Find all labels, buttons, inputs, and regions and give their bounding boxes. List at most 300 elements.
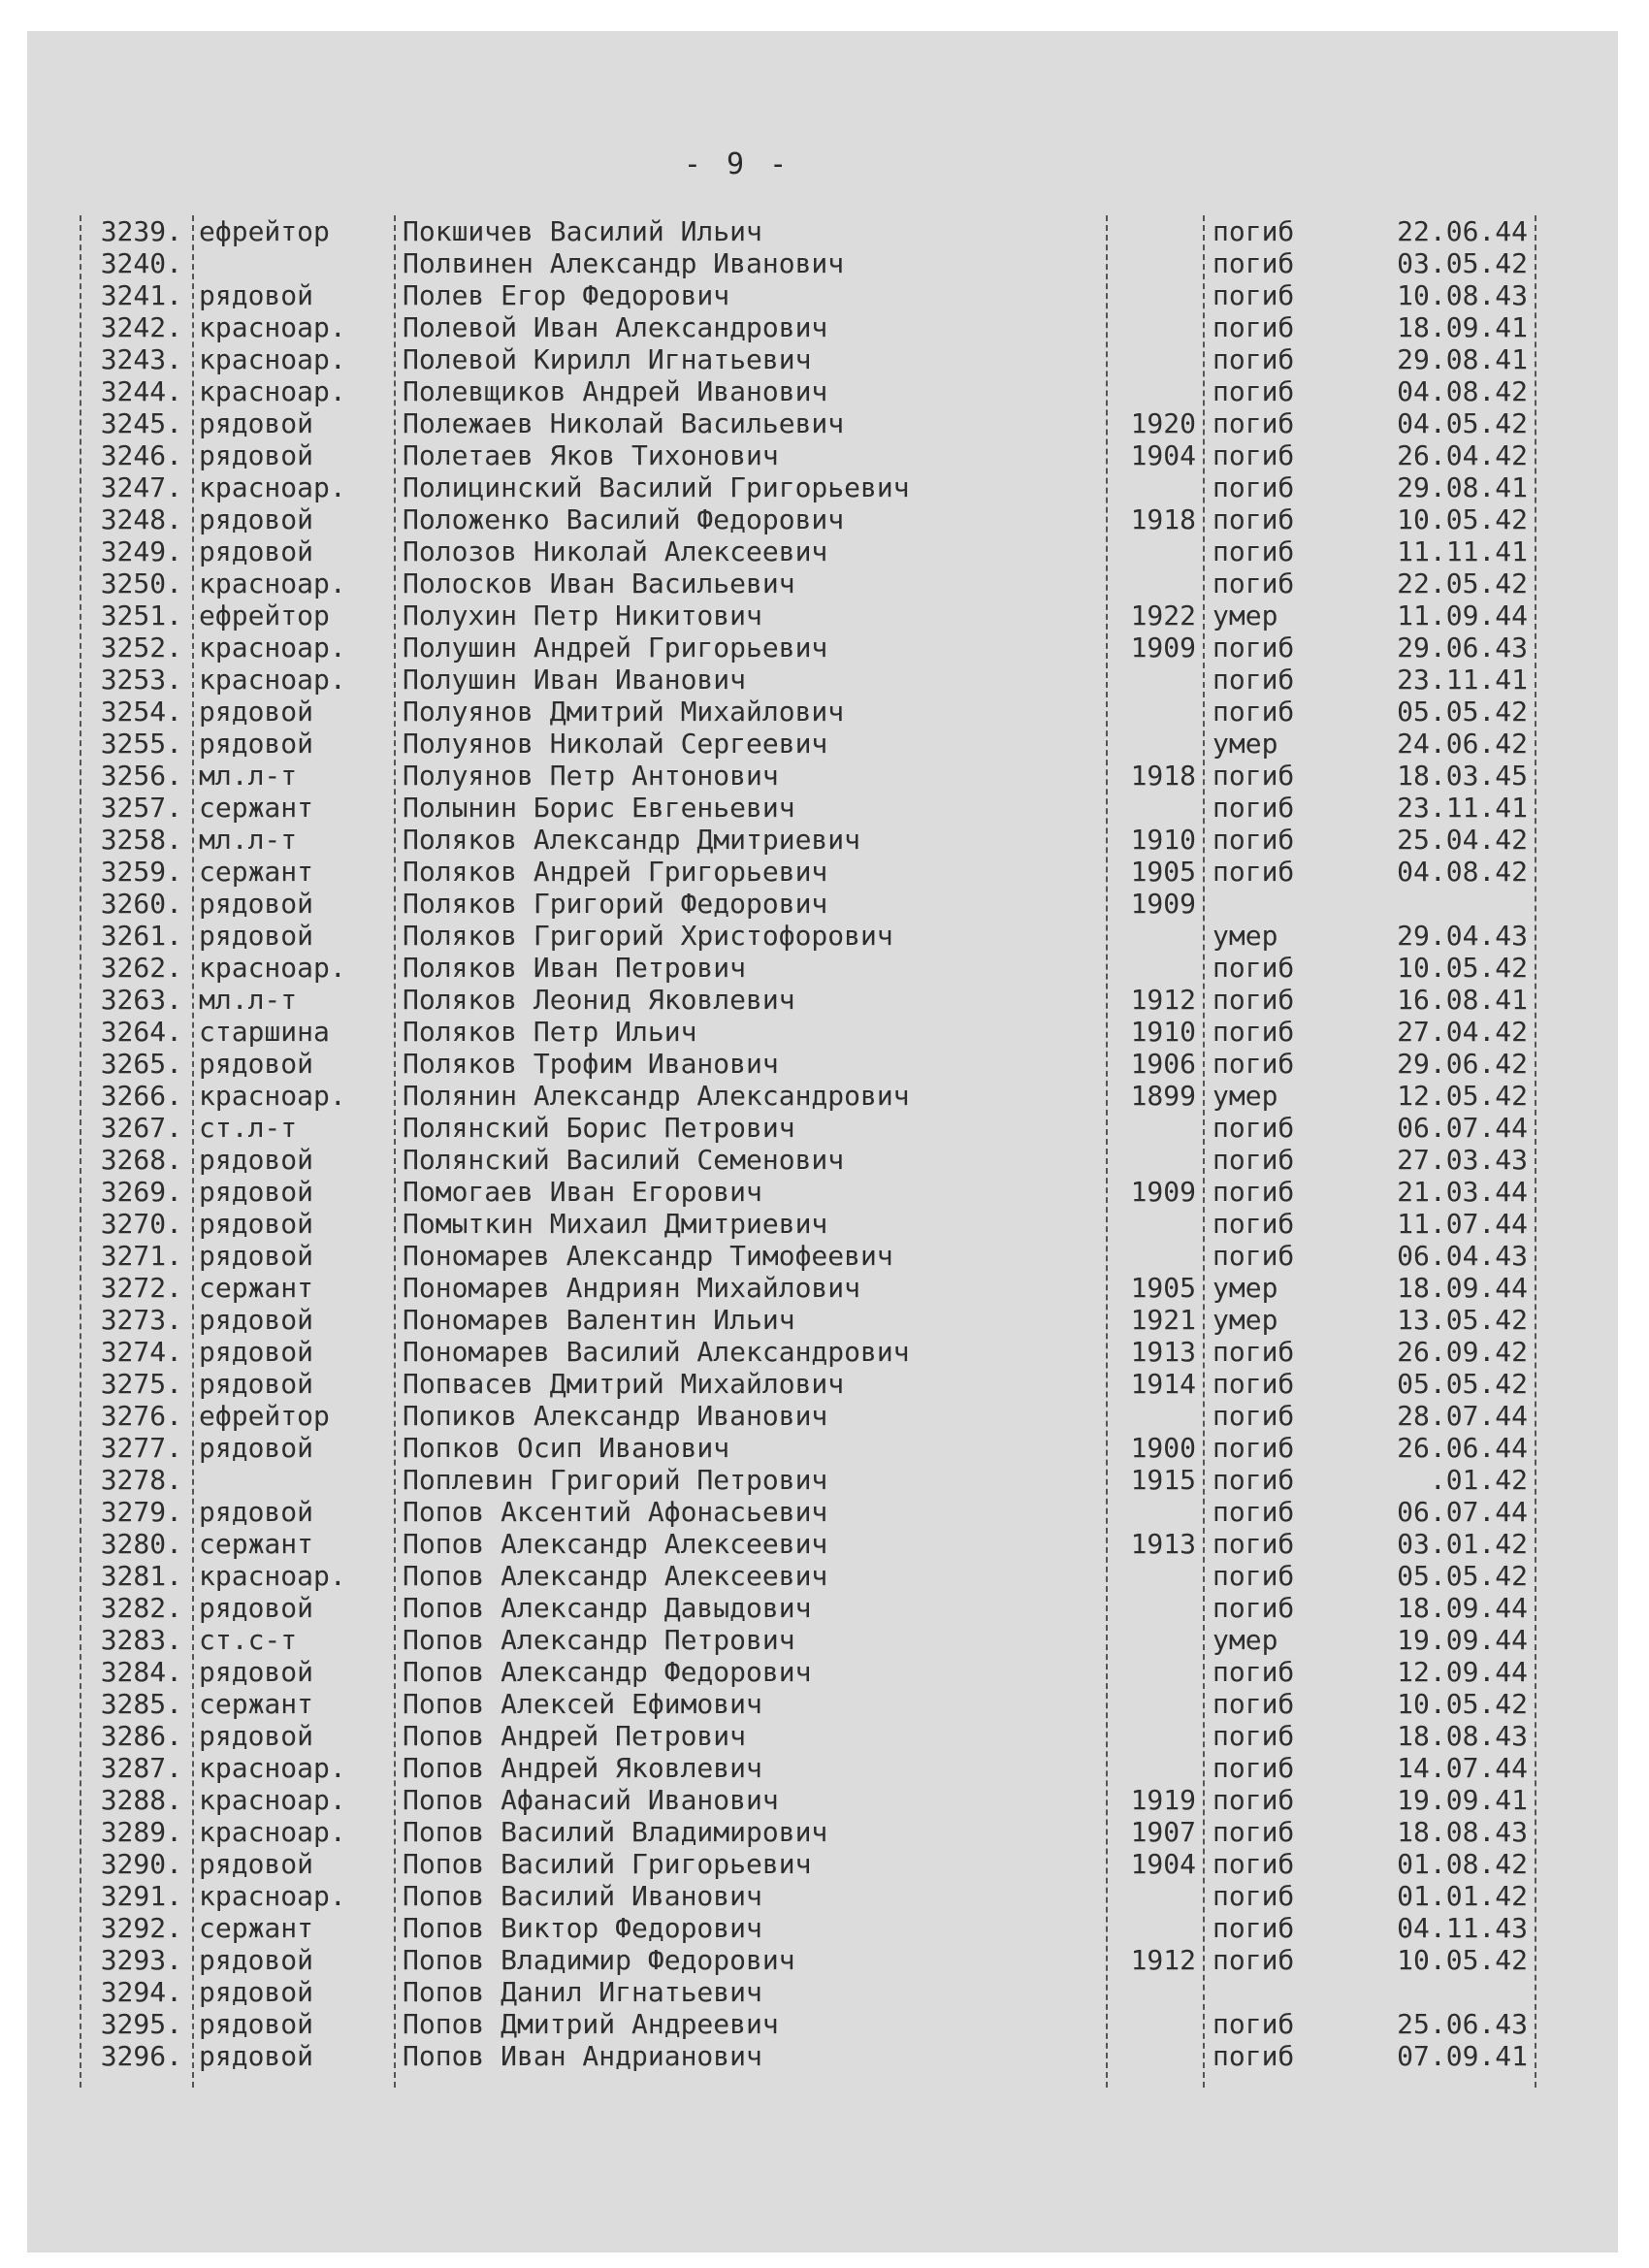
record-number: 3260. bbox=[100, 888, 182, 920]
record-status: погиб bbox=[1212, 760, 1295, 792]
record-date: 01.08.42 bbox=[1397, 1848, 1528, 1880]
record-status: погиб bbox=[1212, 215, 1295, 247]
record-status: погиб bbox=[1212, 632, 1295, 664]
record-number: 3246. bbox=[100, 439, 182, 471]
record-name: Попиков Александр Иванович bbox=[403, 1400, 828, 1432]
record-rank: красноар. bbox=[199, 1752, 346, 1784]
record-status: умер bbox=[1212, 920, 1278, 952]
record-status: погиб bbox=[1212, 792, 1295, 824]
record-rank: рядовой bbox=[199, 2008, 314, 2040]
record-rank: рядовой bbox=[199, 1944, 314, 1976]
record-number: 3245. bbox=[100, 407, 182, 439]
record-birth-year: 1906 bbox=[1130, 1048, 1196, 1080]
record-date: 22.05.42 bbox=[1397, 567, 1528, 599]
record-date: 29.08.41 bbox=[1397, 471, 1528, 503]
table-row bbox=[0, 1912, 1649, 1944]
table-row bbox=[0, 247, 1649, 279]
record-status: погиб bbox=[1212, 952, 1295, 984]
record-name: Полухин Петр Никитович bbox=[403, 599, 762, 632]
table-row bbox=[0, 471, 1649, 503]
record-status: погиб bbox=[1212, 535, 1295, 567]
record-date: 01.01.42 bbox=[1397, 1880, 1528, 1912]
record-number: 3253. bbox=[100, 664, 182, 696]
record-date: 12.05.42 bbox=[1397, 1080, 1528, 1112]
record-name: Попов Василий Владимирович bbox=[403, 1816, 828, 1848]
table-row bbox=[0, 984, 1649, 1016]
record-date: 22.06.44 bbox=[1397, 215, 1528, 247]
table-row bbox=[0, 343, 1649, 375]
record-status: погиб bbox=[1212, 1336, 1295, 1368]
record-name: Полевщиков Андрей Иванович bbox=[403, 375, 828, 407]
record-number: 3272. bbox=[100, 1272, 182, 1304]
record-rank: рядовой bbox=[199, 1336, 314, 1368]
record-number: 3296. bbox=[100, 2040, 182, 2072]
table-row bbox=[0, 1176, 1649, 1208]
record-number: 3278. bbox=[100, 1464, 182, 1496]
record-birth-year: 1910 bbox=[1130, 824, 1196, 856]
record-rank: красноар. bbox=[199, 1816, 346, 1848]
table-row bbox=[0, 1624, 1649, 1656]
record-date: 18.03.45 bbox=[1397, 760, 1528, 792]
record-rank: мл.л-т bbox=[199, 824, 298, 856]
record-date: 26.04.42 bbox=[1397, 439, 1528, 471]
record-name: Поляков Григорий Федорович bbox=[403, 888, 828, 920]
table-row bbox=[0, 567, 1649, 599]
record-status: умер bbox=[1212, 1624, 1278, 1656]
record-status: умер bbox=[1212, 728, 1278, 760]
record-rank: красноар. bbox=[199, 1560, 346, 1592]
record-rank: мл.л-т bbox=[199, 760, 298, 792]
table-row bbox=[0, 1432, 1649, 1464]
record-rank: рядовой bbox=[199, 439, 314, 471]
record-name: Попвасев Дмитрий Михайлович bbox=[403, 1368, 845, 1400]
record-status: погиб bbox=[1212, 1720, 1295, 1752]
record-status: погиб bbox=[1212, 1176, 1295, 1208]
record-status: погиб bbox=[1212, 696, 1295, 728]
record-name: Поплевин Григорий Петрович bbox=[403, 1464, 828, 1496]
table-row bbox=[0, 1592, 1649, 1624]
record-name: Полянский Василий Семенович bbox=[403, 1144, 845, 1176]
record-number: 3247. bbox=[100, 471, 182, 503]
record-name: Полынин Борис Евгеньевич bbox=[403, 792, 795, 824]
record-date: 03.05.42 bbox=[1397, 247, 1528, 279]
record-rank: красноар. bbox=[199, 632, 346, 664]
record-birth-year: 1913 bbox=[1130, 1528, 1196, 1560]
record-number: 3259. bbox=[100, 856, 182, 888]
record-birth-year: 1907 bbox=[1130, 1816, 1196, 1848]
table-row bbox=[0, 407, 1649, 439]
record-rank: красноар. bbox=[199, 567, 346, 599]
record-number: 3276. bbox=[100, 1400, 182, 1432]
record-status: погиб bbox=[1212, 343, 1295, 375]
record-name: Попов Александр Алексеевич bbox=[403, 1560, 828, 1592]
table-row bbox=[0, 856, 1649, 888]
record-rank: красноар. bbox=[199, 1080, 346, 1112]
record-rank: рядовой bbox=[199, 279, 314, 311]
record-number: 3283. bbox=[100, 1624, 182, 1656]
record-rank: красноар. bbox=[199, 471, 346, 503]
record-date: 04.08.42 bbox=[1397, 375, 1528, 407]
record-date: 29.08.41 bbox=[1397, 343, 1528, 375]
record-status: погиб bbox=[1212, 1848, 1295, 1880]
record-date: 07.09.41 bbox=[1397, 2040, 1528, 2072]
record-birth-year: 1918 bbox=[1130, 760, 1196, 792]
record-status: умер bbox=[1212, 1304, 1278, 1336]
record-status: погиб bbox=[1212, 247, 1295, 279]
record-rank: ефрейтор bbox=[199, 1400, 330, 1432]
record-birth-year: 1909 bbox=[1130, 632, 1196, 664]
record-date: 05.05.42 bbox=[1397, 1368, 1528, 1400]
table-row bbox=[0, 824, 1649, 856]
record-status: погиб bbox=[1212, 1784, 1295, 1816]
record-rank: красноар. bbox=[199, 952, 346, 984]
record-date: 10.08.43 bbox=[1397, 279, 1528, 311]
record-number: 3295. bbox=[100, 2008, 182, 2040]
record-status: погиб bbox=[1212, 664, 1295, 696]
record-date: 10.05.42 bbox=[1397, 1688, 1528, 1720]
record-rank: рядовой bbox=[199, 1720, 314, 1752]
record-birth-year: 1922 bbox=[1130, 599, 1196, 632]
record-number: 3262. bbox=[100, 952, 182, 984]
record-number: 3249. bbox=[100, 535, 182, 567]
page-number: - 9 - bbox=[683, 147, 792, 181]
record-status: погиб bbox=[1212, 1208, 1295, 1240]
record-status: умер bbox=[1212, 1080, 1278, 1112]
record-birth-year: 1909 bbox=[1130, 1176, 1196, 1208]
record-birth-year: 1904 bbox=[1130, 439, 1196, 471]
record-rank: рядовой bbox=[199, 407, 314, 439]
record-date: 04.11.43 bbox=[1397, 1912, 1528, 1944]
table-row bbox=[0, 1496, 1649, 1528]
table-row bbox=[0, 1112, 1649, 1144]
record-birth-year: 1910 bbox=[1130, 1016, 1196, 1048]
record-number: 3252. bbox=[100, 632, 182, 664]
record-name: Попов Виктор Федорович bbox=[403, 1912, 762, 1944]
record-rank: рядовой bbox=[199, 1496, 314, 1528]
record-rank: рядовой bbox=[199, 2040, 314, 2072]
record-rank: рядовой bbox=[199, 1592, 314, 1624]
record-date: 16.08.41 bbox=[1397, 984, 1528, 1016]
record-status: погиб bbox=[1212, 1048, 1295, 1080]
record-number: 3269. bbox=[100, 1176, 182, 1208]
record-number: 3265. bbox=[100, 1048, 182, 1080]
record-date: 18.09.44 bbox=[1397, 1592, 1528, 1624]
table-row bbox=[0, 2008, 1649, 2040]
record-number: 3289. bbox=[100, 1816, 182, 1848]
record-number: 3293. bbox=[100, 1944, 182, 1976]
record-rank: рядовой bbox=[199, 1304, 314, 1336]
record-name: Попов Владимир Федорович bbox=[403, 1944, 795, 1976]
record-date: 28.07.44 bbox=[1397, 1400, 1528, 1432]
table-row bbox=[0, 920, 1649, 952]
record-birth-year: 1912 bbox=[1130, 1944, 1196, 1976]
record-name: Помогаев Иван Егорович bbox=[403, 1176, 762, 1208]
record-name: Поляков Григорий Христофорович bbox=[403, 920, 893, 952]
record-birth-year: 1909 bbox=[1130, 888, 1196, 920]
record-date: 04.05.42 bbox=[1397, 407, 1528, 439]
record-name: Попов Александр Федорович bbox=[403, 1656, 812, 1688]
table-row bbox=[0, 1464, 1649, 1496]
record-number: 3251. bbox=[100, 599, 182, 632]
record-number: 3268. bbox=[100, 1144, 182, 1176]
record-name: Полозов Николай Алексеевич bbox=[403, 535, 828, 567]
record-number: 3264. bbox=[100, 1016, 182, 1048]
record-number: 3258. bbox=[100, 824, 182, 856]
record-name: Поляков Трофим Иванович bbox=[403, 1048, 779, 1080]
record-date: 25.06.43 bbox=[1397, 2008, 1528, 2040]
record-number: 3287. bbox=[100, 1752, 182, 1784]
record-name: Поляков Александр Дмитриевич bbox=[403, 824, 861, 856]
record-date: 10.05.42 bbox=[1397, 1944, 1528, 1976]
record-name: Полосков Иван Васильевич bbox=[403, 567, 795, 599]
table-row bbox=[0, 1976, 1649, 2008]
record-date: 18.08.43 bbox=[1397, 1720, 1528, 1752]
record-number: 3280. bbox=[100, 1528, 182, 1560]
record-rank: сержант bbox=[199, 856, 314, 888]
record-rank: рядовой bbox=[199, 1208, 314, 1240]
table-row bbox=[0, 1144, 1649, 1176]
record-status: погиб bbox=[1212, 311, 1295, 343]
record-number: 3279. bbox=[100, 1496, 182, 1528]
record-name: Попов Андрей Петрович bbox=[403, 1720, 747, 1752]
record-status: погиб bbox=[1212, 1016, 1295, 1048]
record-rank: ст.с-т bbox=[199, 1624, 298, 1656]
record-date: 24.06.42 bbox=[1397, 728, 1528, 760]
record-name: Полуянов Дмитрий Михайлович bbox=[403, 696, 845, 728]
table-row bbox=[0, 1528, 1649, 1560]
record-status: погиб bbox=[1212, 1592, 1295, 1624]
record-birth-year: 1921 bbox=[1130, 1304, 1196, 1336]
record-rank: сержант bbox=[199, 1912, 314, 1944]
record-date: 03.01.42 bbox=[1397, 1528, 1528, 1560]
record-name: Попов Александр Петрович bbox=[403, 1624, 795, 1656]
record-status: погиб bbox=[1212, 1656, 1295, 1688]
record-number: 3250. bbox=[100, 567, 182, 599]
record-number: 3277. bbox=[100, 1432, 182, 1464]
record-number: 3257. bbox=[100, 792, 182, 824]
record-name: Попов Аксентий Афонасьевич bbox=[403, 1496, 828, 1528]
record-date: 06.07.44 bbox=[1397, 1496, 1528, 1528]
record-status: умер bbox=[1212, 599, 1278, 632]
record-name: Полуянов Петр Антонович bbox=[403, 760, 779, 792]
record-status: погиб bbox=[1212, 1144, 1295, 1176]
record-number: 3285. bbox=[100, 1688, 182, 1720]
record-date: 06.04.43 bbox=[1397, 1240, 1528, 1272]
record-rank: рядовой bbox=[199, 888, 314, 920]
record-status: погиб bbox=[1212, 2040, 1295, 2072]
record-rank: ст.л-т bbox=[199, 1112, 298, 1144]
table-row bbox=[0, 1400, 1649, 1432]
record-rank: рядовой bbox=[199, 1240, 314, 1272]
record-name: Полуянов Николай Сергеевич bbox=[403, 728, 828, 760]
record-name: Полевой Кирилл Игнатьевич bbox=[403, 343, 812, 375]
record-rank: рядовой bbox=[199, 920, 314, 952]
table-row bbox=[0, 1048, 1649, 1080]
record-number: 3241. bbox=[100, 279, 182, 311]
table-row bbox=[0, 599, 1649, 632]
record-number: 3292. bbox=[100, 1912, 182, 1944]
record-date: 11.09.44 bbox=[1397, 599, 1528, 632]
table-row bbox=[0, 1560, 1649, 1592]
record-birth-year: 1919 bbox=[1130, 1784, 1196, 1816]
table-row bbox=[0, 1944, 1649, 1976]
record-rank: рядовой bbox=[199, 503, 314, 535]
record-status: погиб bbox=[1212, 1368, 1295, 1400]
record-rank: мл.л-т bbox=[199, 984, 298, 1016]
record-status: погиб bbox=[1212, 375, 1295, 407]
table-row bbox=[0, 503, 1649, 535]
table-row bbox=[0, 1784, 1649, 1816]
record-date: 23.11.41 bbox=[1397, 792, 1528, 824]
record-status: погиб bbox=[1212, 1912, 1295, 1944]
record-date: 12.09.44 bbox=[1397, 1656, 1528, 1688]
record-name: Пономарев Василий Александрович bbox=[403, 1336, 910, 1368]
table-row bbox=[0, 1080, 1649, 1112]
record-status: погиб bbox=[1212, 279, 1295, 311]
table-row bbox=[0, 728, 1649, 760]
record-date: 10.05.42 bbox=[1397, 952, 1528, 984]
record-number: 3288. bbox=[100, 1784, 182, 1816]
record-birth-year: 1912 bbox=[1130, 984, 1196, 1016]
table-row bbox=[0, 279, 1649, 311]
record-name: Полвинен Александр Иванович bbox=[403, 247, 845, 279]
record-birth-year: 1905 bbox=[1130, 856, 1196, 888]
record-date: 23.11.41 bbox=[1397, 664, 1528, 696]
record-name: Поляков Иван Петрович bbox=[403, 952, 747, 984]
record-number: 3274. bbox=[100, 1336, 182, 1368]
record-number: 3239. bbox=[100, 215, 182, 247]
record-name: Попов Данил Игнатьевич bbox=[403, 1976, 762, 2008]
record-rank: рядовой bbox=[199, 1848, 314, 1880]
record-name: Полев Егор Федорович bbox=[403, 279, 730, 311]
record-date: 21.03.44 bbox=[1397, 1176, 1528, 1208]
record-number: 3267. bbox=[100, 1112, 182, 1144]
record-name: Полянский Борис Петрович bbox=[403, 1112, 795, 1144]
record-name: Попов Василий Григорьевич bbox=[403, 1848, 812, 1880]
record-number: 3254. bbox=[100, 696, 182, 728]
table-row bbox=[0, 952, 1649, 984]
record-date: 10.05.42 bbox=[1397, 503, 1528, 535]
table-row bbox=[0, 2040, 1649, 2072]
record-rank: рядовой bbox=[199, 1656, 314, 1688]
record-rank: рядовой bbox=[199, 1176, 314, 1208]
record-name: Поляков Петр Ильич bbox=[403, 1016, 697, 1048]
record-number: 3275. bbox=[100, 1368, 182, 1400]
record-date: 29.04.43 bbox=[1397, 920, 1528, 952]
table-row bbox=[0, 1368, 1649, 1400]
record-name: Поляков Андрей Григорьевич bbox=[403, 856, 828, 888]
record-name: Попов Андрей Яковлевич bbox=[403, 1752, 762, 1784]
record-date: .01.42 bbox=[1429, 1464, 1528, 1496]
record-birth-year: 1899 bbox=[1130, 1080, 1196, 1112]
record-birth-year: 1920 bbox=[1130, 407, 1196, 439]
record-birth-year: 1915 bbox=[1130, 1464, 1196, 1496]
table-row bbox=[0, 1720, 1649, 1752]
record-date: 11.07.44 bbox=[1397, 1208, 1528, 1240]
record-date: 05.05.42 bbox=[1397, 1560, 1528, 1592]
record-rank: красноар. bbox=[199, 664, 346, 696]
record-rank: рядовой bbox=[199, 535, 314, 567]
record-birth-year: 1905 bbox=[1130, 1272, 1196, 1304]
record-status: погиб bbox=[1212, 1880, 1295, 1912]
record-status: погиб bbox=[1212, 1528, 1295, 1560]
table-row bbox=[0, 1880, 1649, 1912]
record-name: Попов Александр Алексеевич bbox=[403, 1528, 828, 1560]
table-row bbox=[0, 760, 1649, 792]
record-status: погиб bbox=[1212, 1496, 1295, 1528]
record-name: Помыткин Михаил Дмитриевич bbox=[403, 1208, 828, 1240]
record-number: 3290. bbox=[100, 1848, 182, 1880]
record-date: 18.09.41 bbox=[1397, 311, 1528, 343]
table-row bbox=[0, 792, 1649, 824]
record-name: Попов Афанасий Иванович bbox=[403, 1784, 779, 1816]
record-birth-year: 1904 bbox=[1130, 1848, 1196, 1880]
record-status: погиб bbox=[1212, 1816, 1295, 1848]
record-name: Положенко Василий Федорович bbox=[403, 503, 845, 535]
record-date: 29.06.43 bbox=[1397, 632, 1528, 664]
table-row bbox=[0, 311, 1649, 343]
record-status: погиб bbox=[1212, 503, 1295, 535]
record-rank: красноар. bbox=[199, 311, 346, 343]
record-number: 3284. bbox=[100, 1656, 182, 1688]
table-row bbox=[0, 1272, 1649, 1304]
record-rank: красноар. bbox=[199, 1880, 346, 1912]
record-date: 26.09.42 bbox=[1397, 1336, 1528, 1368]
record-number: 3291. bbox=[100, 1880, 182, 1912]
record-number: 3281. bbox=[100, 1560, 182, 1592]
record-date: 06.07.44 bbox=[1397, 1112, 1528, 1144]
record-birth-year: 1918 bbox=[1130, 503, 1196, 535]
record-number: 3261. bbox=[100, 920, 182, 952]
record-name: Полежаев Николай Васильевич bbox=[403, 407, 845, 439]
record-number: 3256. bbox=[100, 760, 182, 792]
record-number: 3240. bbox=[100, 247, 182, 279]
record-number: 3273. bbox=[100, 1304, 182, 1336]
record-name: Пономарев Валентин Ильич bbox=[403, 1304, 795, 1336]
record-rank: сержант bbox=[199, 1272, 314, 1304]
table-row bbox=[0, 1688, 1649, 1720]
record-number: 3286. bbox=[100, 1720, 182, 1752]
table-row bbox=[0, 375, 1649, 407]
record-number: 3255. bbox=[100, 728, 182, 760]
record-rank: ефрейтор bbox=[199, 215, 330, 247]
table-row bbox=[0, 888, 1649, 920]
record-number: 3248. bbox=[100, 503, 182, 535]
record-number: 3294. bbox=[100, 1976, 182, 2008]
record-number: 3270. bbox=[100, 1208, 182, 1240]
record-date: 25.04.42 bbox=[1397, 824, 1528, 856]
table-row bbox=[0, 1752, 1649, 1784]
record-date: 19.09.41 bbox=[1397, 1784, 1528, 1816]
table-row bbox=[0, 632, 1649, 664]
record-number: 3242. bbox=[100, 311, 182, 343]
table-row bbox=[0, 1240, 1649, 1272]
record-rank: рядовой bbox=[199, 696, 314, 728]
record-name: Пономарев Александр Тимофеевич bbox=[403, 1240, 893, 1272]
record-name: Пономарев Андриян Михайлович bbox=[403, 1272, 861, 1304]
table-row bbox=[0, 535, 1649, 567]
record-date: 05.05.42 bbox=[1397, 696, 1528, 728]
record-rank: рядовой bbox=[199, 1048, 314, 1080]
record-date: 27.04.42 bbox=[1397, 1016, 1528, 1048]
record-date: 14.07.44 bbox=[1397, 1752, 1528, 1784]
record-status: погиб bbox=[1212, 567, 1295, 599]
record-status: погиб bbox=[1212, 1432, 1295, 1464]
record-name: Полицинский Василий Григорьевич bbox=[403, 471, 910, 503]
record-birth-year: 1914 bbox=[1130, 1368, 1196, 1400]
record-date: 26.06.44 bbox=[1397, 1432, 1528, 1464]
record-rank: старшина bbox=[199, 1016, 330, 1048]
